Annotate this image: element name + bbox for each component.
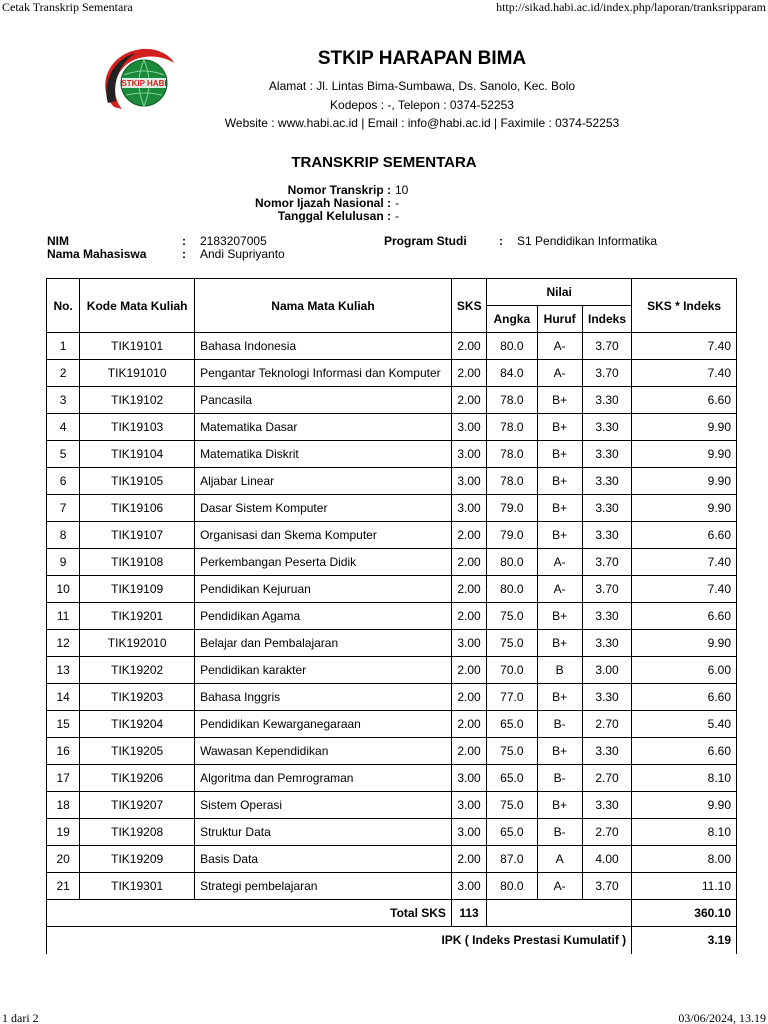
- row-no: 20: [47, 846, 80, 873]
- row-sks-indeks: 7.40: [632, 333, 737, 360]
- row-huruf: A: [537, 846, 582, 873]
- transkrip-number-value: 10: [395, 183, 409, 197]
- row-indeks: 3.30: [582, 468, 631, 495]
- total-row: [47, 900, 737, 927]
- ijazah-number-label: Nomor Ijazah Nasional :: [254, 196, 391, 210]
- grades-table: [46, 278, 737, 954]
- row-huruf: A-: [537, 360, 582, 387]
- ipk-label: IPK ( Indeks Prestasi Kumulatif ): [47, 927, 632, 954]
- row-sks-indeks: 8.00: [632, 846, 737, 873]
- row-nama: Wawasan Kependidikan: [195, 738, 452, 765]
- row-sks: 2.00: [451, 522, 486, 549]
- row-sks-indeks: 9.90: [632, 468, 737, 495]
- row-no: 10: [47, 576, 80, 603]
- row-sks: 3.00: [451, 414, 486, 441]
- header-nilai: Nilai: [487, 279, 632, 306]
- row-sks-indeks: 8.10: [632, 765, 737, 792]
- row-nama: Pendidikan Agama: [195, 603, 452, 630]
- table-row: [47, 630, 737, 657]
- row-no: 13: [47, 657, 80, 684]
- table-row: [47, 522, 737, 549]
- row-indeks: 3.30: [582, 603, 631, 630]
- graduation-date-value: -: [395, 209, 399, 223]
- row-kode: TIK19206: [80, 765, 195, 792]
- row-no: 21: [47, 873, 80, 900]
- row-sks-indeks: 5.40: [632, 711, 737, 738]
- row-sks: 3.00: [451, 792, 486, 819]
- table-row: [47, 576, 737, 603]
- total-label: Total SKS: [47, 900, 452, 927]
- table-row: [47, 846, 737, 873]
- row-sks: 2.00: [451, 603, 486, 630]
- row-indeks: 3.30: [582, 495, 631, 522]
- total-spacer: [487, 900, 632, 927]
- table-row: [47, 738, 737, 765]
- row-indeks: 2.70: [582, 819, 631, 846]
- row-nama: Bahasa Indonesia: [195, 333, 452, 360]
- row-nama: Pendidikan Kewarganegaraan: [195, 711, 452, 738]
- row-huruf: B+: [537, 792, 582, 819]
- row-no: 6: [47, 468, 80, 495]
- row-nama: Organisasi dan Skema Komputer: [195, 522, 452, 549]
- page-number: 1 dari 2: [2, 1011, 39, 1024]
- row-indeks: 3.00: [582, 657, 631, 684]
- row-huruf: A-: [537, 873, 582, 900]
- row-kode: TIK19107: [80, 522, 195, 549]
- row-sks-indeks: 6.60: [632, 387, 737, 414]
- row-indeks: 3.30: [582, 792, 631, 819]
- row-indeks: 3.70: [582, 873, 631, 900]
- row-nama: Sistem Operasi: [195, 792, 452, 819]
- row-no: 3: [47, 387, 80, 414]
- institution-web: Website : www.habi.ac.id | Email : info@habi.ac.id | Faximile : 0374-52253: [224, 116, 620, 130]
- row-angka: 80.0: [487, 576, 537, 603]
- student-info: [47, 235, 737, 261]
- row-angka: 78.0: [487, 441, 537, 468]
- header-sks: SKS: [451, 279, 486, 333]
- row-kode: TIK19203: [80, 684, 195, 711]
- row-no: 16: [47, 738, 80, 765]
- row-sks: 2.00: [451, 387, 486, 414]
- row-angka: 80.0: [487, 549, 537, 576]
- institution-contact: Kodepos : -, Telepon : 0374-52253: [330, 98, 514, 112]
- row-angka: 77.0: [487, 684, 537, 711]
- row-huruf: A-: [537, 576, 582, 603]
- table-row: [47, 603, 737, 630]
- nim-label: NIM: [47, 234, 69, 248]
- row-sks-indeks: 6.00: [632, 657, 737, 684]
- row-huruf: B-: [537, 765, 582, 792]
- row-nama: Basis Data: [195, 846, 452, 873]
- row-sks: 2.00: [451, 360, 486, 387]
- row-sks-indeks: 8.10: [632, 819, 737, 846]
- row-kode: TIK19103: [80, 414, 195, 441]
- row-sks-indeks: 7.40: [632, 360, 737, 387]
- row-no: 7: [47, 495, 80, 522]
- row-angka: 65.0: [487, 819, 537, 846]
- row-indeks: 2.70: [582, 711, 631, 738]
- row-indeks: 3.30: [582, 630, 631, 657]
- row-huruf: B+: [537, 468, 582, 495]
- row-angka: 75.0: [487, 792, 537, 819]
- institution-name: STKIP HARAPAN BIMA: [317, 48, 527, 69]
- row-kode: TIK19108: [80, 549, 195, 576]
- row-no: 11: [47, 603, 80, 630]
- row-nama: Pendidikan Kejuruan: [195, 576, 452, 603]
- table-row: [47, 684, 737, 711]
- header-indeks: Indeks: [582, 306, 631, 333]
- header-huruf: Huruf: [537, 306, 582, 333]
- row-sks-indeks: 6.60: [632, 684, 737, 711]
- row-sks: 3.00: [451, 495, 486, 522]
- row-kode: TIK19205: [80, 738, 195, 765]
- nim-colon: :: [182, 234, 186, 248]
- row-sks-indeks: 7.40: [632, 549, 737, 576]
- row-indeks: 3.30: [582, 738, 631, 765]
- row-sks: 3.00: [451, 468, 486, 495]
- row-angka: 65.0: [487, 711, 537, 738]
- table-row: [47, 657, 737, 684]
- row-no: 12: [47, 630, 80, 657]
- print-title: Cetak Transkrip Sementara: [2, 0, 133, 14]
- row-sks-indeks: 9.90: [632, 441, 737, 468]
- row-angka: 70.0: [487, 657, 537, 684]
- row-sks-indeks: 9.90: [632, 792, 737, 819]
- row-no: 4: [47, 414, 80, 441]
- row-huruf: B+: [537, 441, 582, 468]
- row-kode: TIK19109: [80, 576, 195, 603]
- nama-label: Nama Mahasiswa: [47, 247, 147, 261]
- row-huruf: B+: [537, 684, 582, 711]
- table-row: [47, 387, 737, 414]
- row-nama: Matematika Diskrit: [195, 441, 452, 468]
- row-angka: 78.0: [487, 468, 537, 495]
- print-header: [0, 0, 768, 16]
- row-kode: TIK192010: [80, 630, 195, 657]
- row-sks-indeks: 9.90: [632, 630, 737, 657]
- ipk-value: 3.19: [632, 927, 737, 954]
- row-sks-indeks: 6.60: [632, 522, 737, 549]
- table-row: [47, 819, 737, 846]
- table-row: [47, 360, 737, 387]
- row-no: 14: [47, 684, 80, 711]
- row-no: 1: [47, 333, 80, 360]
- row-angka: 79.0: [487, 495, 537, 522]
- row-huruf: A-: [537, 333, 582, 360]
- row-kode: TIK191010: [80, 360, 195, 387]
- header-kode: Kode Mata Kuliah: [80, 279, 195, 333]
- row-no: 19: [47, 819, 80, 846]
- print-url: http://sikad.habi.ac.id/index.php/laporan/tranksripparam: [496, 0, 766, 14]
- row-angka: 87.0: [487, 846, 537, 873]
- row-sks-indeks: 7.40: [632, 576, 737, 603]
- graduation-date-label: Tanggal Kelulusan :: [277, 209, 391, 223]
- prodi-value: S1 Pendidikan Informatika: [517, 234, 658, 248]
- row-kode: TIK19104: [80, 441, 195, 468]
- row-angka: 78.0: [487, 414, 537, 441]
- row-nama: Matematika Dasar: [195, 414, 452, 441]
- header-angka: Angka: [487, 306, 537, 333]
- row-sks: 3.00: [451, 765, 486, 792]
- transkrip-number-label: Nomor Transkrip :: [287, 183, 391, 197]
- transcript-meta: [0, 184, 768, 223]
- row-indeks: 3.30: [582, 684, 631, 711]
- row-indeks: 3.30: [582, 414, 631, 441]
- row-huruf: B+: [537, 630, 582, 657]
- row-huruf: B: [537, 657, 582, 684]
- row-indeks: 3.30: [582, 522, 631, 549]
- row-no: 18: [47, 792, 80, 819]
- row-nama: Pendidikan karakter: [195, 657, 452, 684]
- row-sks: 2.00: [451, 657, 486, 684]
- table-row: [47, 495, 737, 522]
- row-kode: TIK19207: [80, 792, 195, 819]
- row-no: 17: [47, 765, 80, 792]
- row-sks: 2.00: [451, 684, 486, 711]
- row-angka: 75.0: [487, 738, 537, 765]
- document-title: TRANSKRIP SEMENTARA: [291, 154, 477, 171]
- table-row: [47, 333, 737, 360]
- row-nama: Pengantar Teknologi Informasi dan Komputer: [195, 360, 452, 387]
- table-row: [47, 765, 737, 792]
- row-sks: 2.00: [451, 846, 486, 873]
- row-no: 8: [47, 522, 80, 549]
- row-angka: 84.0: [487, 360, 537, 387]
- row-kode: TIK19106: [80, 495, 195, 522]
- nama-value: Andi Supriyanto: [200, 247, 285, 261]
- row-kode: TIK19301: [80, 873, 195, 900]
- logo-text: STKIP HABI: [121, 79, 167, 88]
- row-huruf: B+: [537, 738, 582, 765]
- row-kode: TIK19101: [80, 333, 195, 360]
- row-kode: TIK19102: [80, 387, 195, 414]
- row-kode: TIK19204: [80, 711, 195, 738]
- row-nama: Aljabar Linear: [195, 468, 452, 495]
- row-angka: 79.0: [487, 522, 537, 549]
- row-kode: TIK19202: [80, 657, 195, 684]
- row-sks-indeks: 9.90: [632, 414, 737, 441]
- row-sks: 3.00: [451, 441, 486, 468]
- row-huruf: A-: [537, 549, 582, 576]
- row-kode: TIK19209: [80, 846, 195, 873]
- row-angka: 80.0: [487, 873, 537, 900]
- institution-address: Alamat : Jl. Lintas Bima-Sumbawa, Ds. Sanolo, Kec. Bolo: [268, 79, 576, 93]
- table-row: [47, 711, 737, 738]
- row-no: 2: [47, 360, 80, 387]
- print-datetime: 03/06/2024, 13.19: [678, 1011, 766, 1024]
- grade-rows: [47, 333, 737, 900]
- table-row: [47, 549, 737, 576]
- nama-colon: :: [182, 247, 186, 261]
- row-sks-indeks: 11.10: [632, 873, 737, 900]
- row-sks-indeks: 6.60: [632, 738, 737, 765]
- row-angka: 80.0: [487, 333, 537, 360]
- row-angka: 65.0: [487, 765, 537, 792]
- row-no: 9: [47, 549, 80, 576]
- total-sks: 113: [451, 900, 486, 927]
- row-huruf: B-: [537, 819, 582, 846]
- institution-logo: [100, 45, 180, 117]
- row-huruf: B+: [537, 495, 582, 522]
- prodi-label: Program Studi: [384, 234, 467, 248]
- total-sks-indeks: 360.10: [632, 900, 737, 927]
- row-angka: 75.0: [487, 603, 537, 630]
- row-no: 5: [47, 441, 80, 468]
- row-sks-indeks: 9.90: [632, 495, 737, 522]
- row-sks-indeks: 6.60: [632, 603, 737, 630]
- row-nama: Struktur Data: [195, 819, 452, 846]
- row-nama: Strategi pembelajaran: [195, 873, 452, 900]
- header-nama: Nama Mata Kuliah: [195, 279, 452, 333]
- ipk-row: [47, 927, 737, 954]
- prodi-colon: :: [499, 234, 503, 248]
- row-sks: 3.00: [451, 819, 486, 846]
- nim-value: 2183207005: [200, 234, 267, 248]
- row-indeks: 3.70: [582, 576, 631, 603]
- row-huruf: B+: [537, 603, 582, 630]
- row-huruf: B+: [537, 522, 582, 549]
- row-nama: Belajar dan Pembalajaran: [195, 630, 452, 657]
- row-sks: 3.00: [451, 630, 486, 657]
- row-nama: Algoritma dan Pemrograman: [195, 765, 452, 792]
- row-sks: 2.00: [451, 333, 486, 360]
- row-huruf: B+: [537, 414, 582, 441]
- ijazah-number-value: -: [395, 196, 399, 210]
- row-nama: Pancasila: [195, 387, 452, 414]
- row-angka: 75.0: [487, 630, 537, 657]
- row-indeks: 4.00: [582, 846, 631, 873]
- row-sks: 2.00: [451, 738, 486, 765]
- row-indeks: 3.30: [582, 387, 631, 414]
- row-kode: TIK19201: [80, 603, 195, 630]
- row-huruf: B-: [537, 711, 582, 738]
- row-indeks: 3.70: [582, 549, 631, 576]
- row-nama: Bahasa Inggris: [195, 684, 452, 711]
- print-footer: [0, 1011, 768, 1024]
- table-row: [47, 873, 737, 900]
- row-indeks: 2.70: [582, 765, 631, 792]
- row-angka: 78.0: [487, 387, 537, 414]
- row-indeks: 3.30: [582, 441, 631, 468]
- table-row: [47, 414, 737, 441]
- row-sks: 2.00: [451, 711, 486, 738]
- row-kode: TIK19208: [80, 819, 195, 846]
- table-row: [47, 792, 737, 819]
- row-huruf: B+: [537, 387, 582, 414]
- row-nama: Perkembangan Peserta Didik: [195, 549, 452, 576]
- row-indeks: 3.70: [582, 333, 631, 360]
- table-row: [47, 441, 737, 468]
- row-indeks: 3.70: [582, 360, 631, 387]
- row-sks: 2.00: [451, 576, 486, 603]
- row-nama: Dasar Sistem Komputer: [195, 495, 452, 522]
- header-sks-indeks: SKS * Indeks: [632, 279, 737, 333]
- row-no: 15: [47, 711, 80, 738]
- row-sks: 2.00: [451, 549, 486, 576]
- table-row: [47, 468, 737, 495]
- header-no: No.: [47, 279, 80, 333]
- row-kode: TIK19105: [80, 468, 195, 495]
- row-sks: 3.00: [451, 873, 486, 900]
